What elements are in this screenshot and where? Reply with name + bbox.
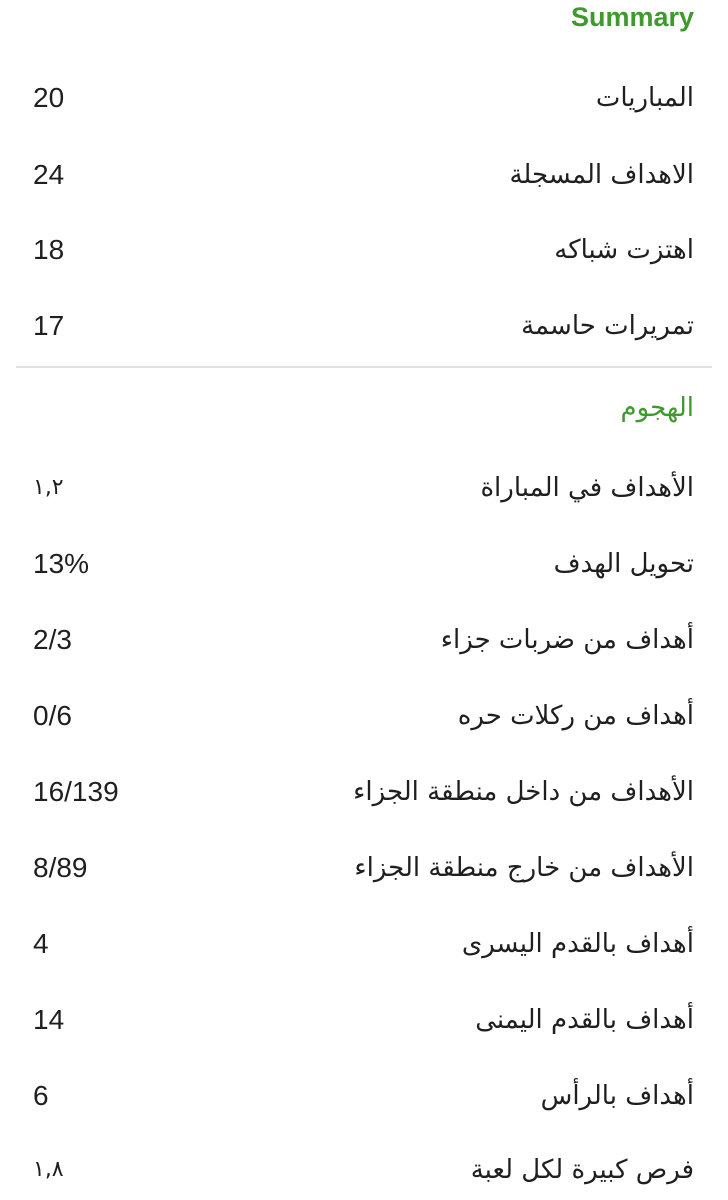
row-value: 8/89 xyxy=(33,852,88,883)
row-label: أهداف بالقدم اليمنى xyxy=(475,1005,694,1035)
row-value: 13% xyxy=(33,548,90,579)
row-value: 0/6 xyxy=(33,700,72,731)
row-label: الاهداف المسجلة xyxy=(509,160,694,190)
row-value: 18 xyxy=(33,234,65,265)
row-value: 20 xyxy=(33,82,65,113)
section-title-summary: Summary xyxy=(570,2,694,32)
attack-row-goal-conversion xyxy=(0,540,728,588)
attack-row-free-kick-goals xyxy=(0,692,728,740)
summary-row-goals-conceded xyxy=(0,226,728,274)
summary-row-goals-scored xyxy=(0,151,728,199)
row-value: ١,٢ xyxy=(33,475,64,500)
row-label: اهتزت شباكه xyxy=(554,235,694,265)
attack-row-header-goals xyxy=(0,1072,728,1120)
row-label: الأهداف في المباراة xyxy=(480,473,694,503)
row-label: تمريرات حاسمة xyxy=(521,311,694,341)
row-value: 4 xyxy=(33,928,49,959)
attack-row-penalty-goals xyxy=(0,616,728,664)
row-label: أهداف من ضربات جزاء xyxy=(440,625,694,655)
row-value: 17 xyxy=(33,310,65,341)
attack-row-goals-inside-box xyxy=(0,768,728,816)
row-label: تحويل الهدف xyxy=(553,549,694,579)
row-value: 2/3 xyxy=(33,624,72,655)
section-divider xyxy=(16,366,712,368)
row-label: الأهداف من خارج منطقة الجزاء xyxy=(354,853,694,883)
summary-row-assists xyxy=(0,302,728,350)
row-value: 24 xyxy=(33,159,65,190)
row-value: 6 xyxy=(33,1080,49,1111)
row-label: أهداف بالقدم اليسرى xyxy=(461,929,694,959)
row-label: المباريات xyxy=(595,83,694,113)
section-title-attack: الهجوم xyxy=(620,393,694,423)
summary-row-matches xyxy=(0,74,728,122)
attack-row-big-chances-per-game xyxy=(0,1146,728,1194)
row-value: ١,٨ xyxy=(33,1157,64,1182)
row-value: 14 xyxy=(33,1004,65,1035)
attack-row-goals-per-match xyxy=(0,464,728,512)
attack-row-left-foot-goals xyxy=(0,920,728,968)
row-label: الأهداف من داخل منطقة الجزاء xyxy=(353,777,694,807)
attack-row-right-foot-goals xyxy=(0,996,728,1044)
row-value: 16/139 xyxy=(33,776,119,807)
row-label: أهداف من ركلات حره xyxy=(457,701,694,731)
attack-row-goals-outside-box xyxy=(0,844,728,892)
row-label: أهداف بالرأس xyxy=(540,1081,694,1111)
row-label: فرص كبيرة لكل لعبة xyxy=(470,1155,694,1185)
